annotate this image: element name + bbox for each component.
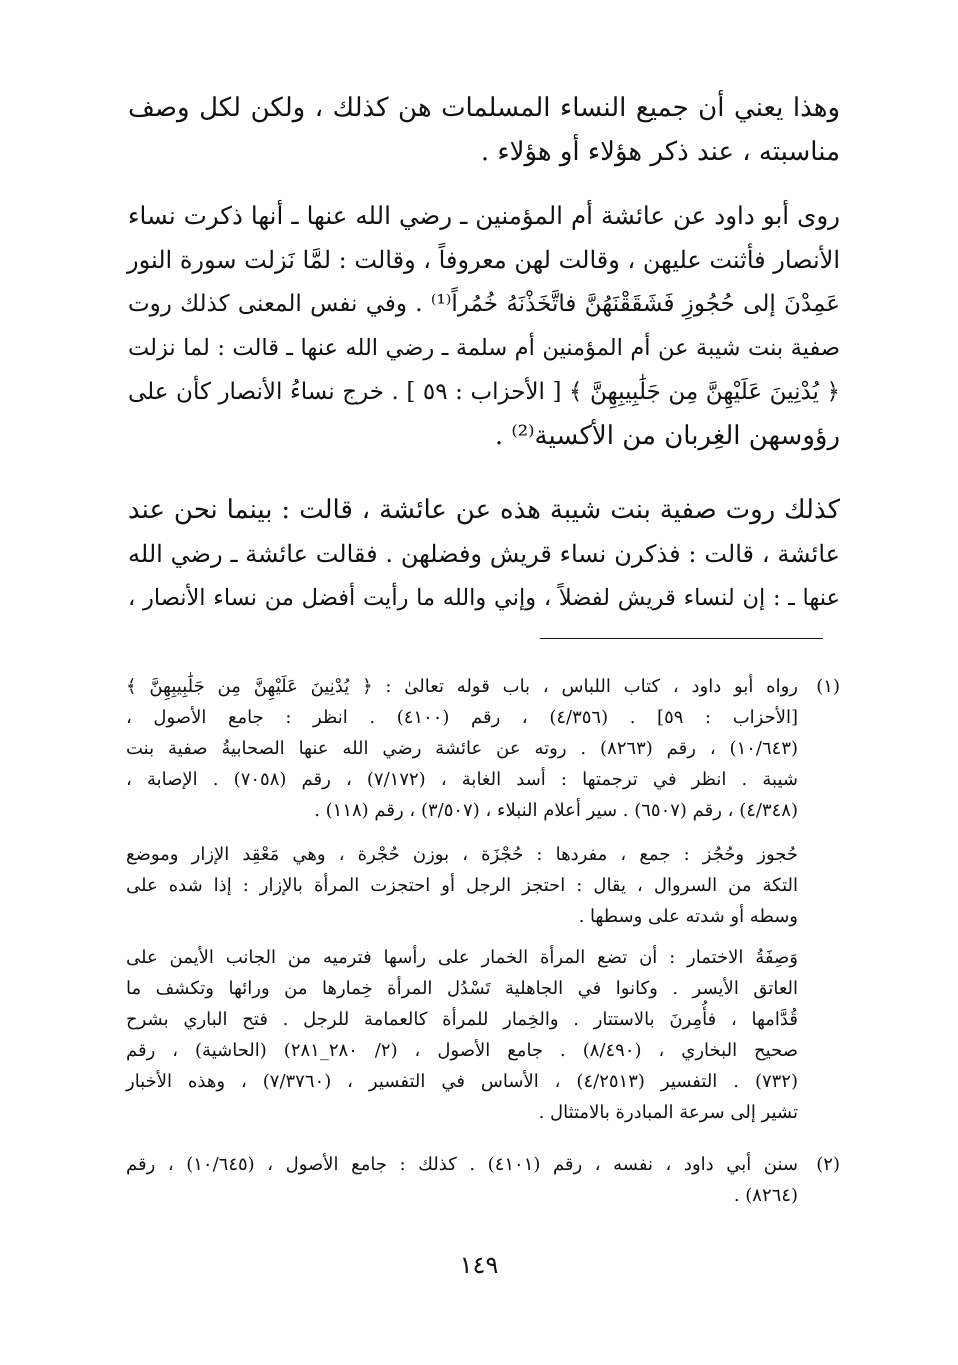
body-line: كذلك روت صفية بنت شيبة هذه عن عائشة ، قالت : بينما نحن عند bbox=[128, 495, 840, 525]
footnote-line: رواه أبو داود ، كتاب اللباس ، باب قوله تعالىٰ : ﴿ يُدْنِينَ عَلَيْهِنَّ مِن جَلَٰبِيبِهِنَّ ﴾ bbox=[126, 676, 798, 697]
footnote-line: وَصِفَةُ الاختمار : أن تضع المرأة الخمار على رأسها فترميه من الجانب الأيمن على bbox=[126, 947, 798, 968]
footnote-line: (١٠/٦٤٣) ، رقم (٨٢٦٣) . روته عن عائشة رضي الله عنها الصحابيةُ صفية بنت bbox=[126, 738, 799, 759]
body-line: رؤوسهن الغِربان من الأكسية⁽²⁾ . bbox=[494, 421, 840, 451]
footnote-line: حُجوز وحُجُز : جمع ، مفردها : حُجْزَة ، بوزن حُجْرة ، وهي مَعْقِد الإزار وموضع bbox=[126, 844, 798, 865]
footnote-line: (٨٢٦٤) . bbox=[733, 1185, 798, 1206]
body-line: ﴿ يُدْنِينَ عَلَيْهِنَّ مِن جَلَٰبِيبِهِنَّ ﴾ [ الأحزاب : ٥٩ ] . خرج نساءُ الأنصار كأن على bbox=[128, 379, 840, 405]
body-line: صفية بنت شيبة عن أم المؤمنين أم سلمة ـ رضي الله عنها ـ قالت : لما نزلت bbox=[128, 335, 840, 361]
footnote-line: صحيح البخاري ، (٨/٤٩٠) . جامع الأصول ، (٢/ ٢٨٠_٢٨١) (الحاشية) ، رقم bbox=[126, 1040, 798, 1061]
footnote-line: (٤/٣٤٨) ، رقم (٦٥٠٧) . سير أعلام النبلاء ، (٣/٥٠٧) ، رقم (١١٨) . bbox=[314, 800, 798, 821]
body-line: روى أبو داود عن عائشة أم المؤمنين ـ رضي الله عنها ـ أنها ذكرت نساء bbox=[128, 201, 840, 230]
footnote-line: التكة من السروال ، يقال : احتجز الرجل أو احتجزت المرأة بالإزار : إذا شده على bbox=[126, 875, 798, 896]
body-line: عنها ـ : إن لنساء قريش لفضلاً ، وإني والله ما رأيت أفضل من نساء الأنصار ، bbox=[128, 585, 840, 611]
footnote-line: (٧٣٢) . التفسير (٤/٢٥١٣) ، الأساس في التفسير ، (٧/٣٧٦٠) ، وهذه الأخبار bbox=[126, 1071, 799, 1092]
body-line: عائشة ، قالت : فذكرن نساء قريش وفضلهن . فقالت عائشة ـ رضي الله bbox=[128, 540, 840, 568]
body-line: مناسبته ، عند ذكر هؤلاء أو هؤلاء . bbox=[480, 137, 840, 167]
body-line: عَمِدْنَ إلى حُجُوزِ فَشَقَقْنَهُنَّ فاتَّخَذْنَهُ خُمُراً⁽¹⁾ . وفي نفس المعنى كذلك روت bbox=[128, 291, 840, 317]
body-line: الأنصار فأثنت عليهن ، وقالت لهن معروفاً ، وقالت : لمَّا نَزلت سورة النور bbox=[126, 246, 840, 274]
footnote-line: [الأحزاب : ٥٩] . (٤/٣٥٦) ، رقم (٤١٠٠) . انظر : جامع الأصول ، bbox=[126, 707, 798, 728]
footnote-number: (٢) bbox=[816, 1154, 840, 1175]
footnote-separator bbox=[540, 638, 823, 639]
page-number: ١٤٩ bbox=[459, 1251, 499, 1279]
footnote-number: (١) bbox=[816, 676, 840, 697]
footnote-line: العاتق الأيسر . وكانوا في الجاهلية تَسْدُل المرأة خِمارها من ورائها وتكشف ما bbox=[126, 978, 798, 999]
footnote-line: تشير إلى سرعة المبادرة بالامتثال . bbox=[538, 1102, 798, 1123]
body-line: وهذا يعني أن جميع النساء المسلمات هن كذلك ، ولكن لكل وصف bbox=[128, 93, 840, 123]
footnote-line: سنن أبي داود ، نفسه ، رقم (٤١٠١) . كذلك : جامع الأصول ، (١٠/٦٤٥) ، رقم bbox=[126, 1154, 799, 1175]
footnote-line: وسطه أو شدته على وسطها . bbox=[578, 906, 798, 927]
footnote-line: قُدَّامها ، فأُمِرنَ بالاستتار . والخِمار للمرأة كالعمامة للرجل . فتح الباري بشرح bbox=[126, 1009, 798, 1030]
footnote-line: شيبة . انظر في ترجمتها : أسد الغابة ، (٧/١٧٢) ، رقم (٧٠٥٨) . الإصابة ، bbox=[126, 769, 799, 790]
